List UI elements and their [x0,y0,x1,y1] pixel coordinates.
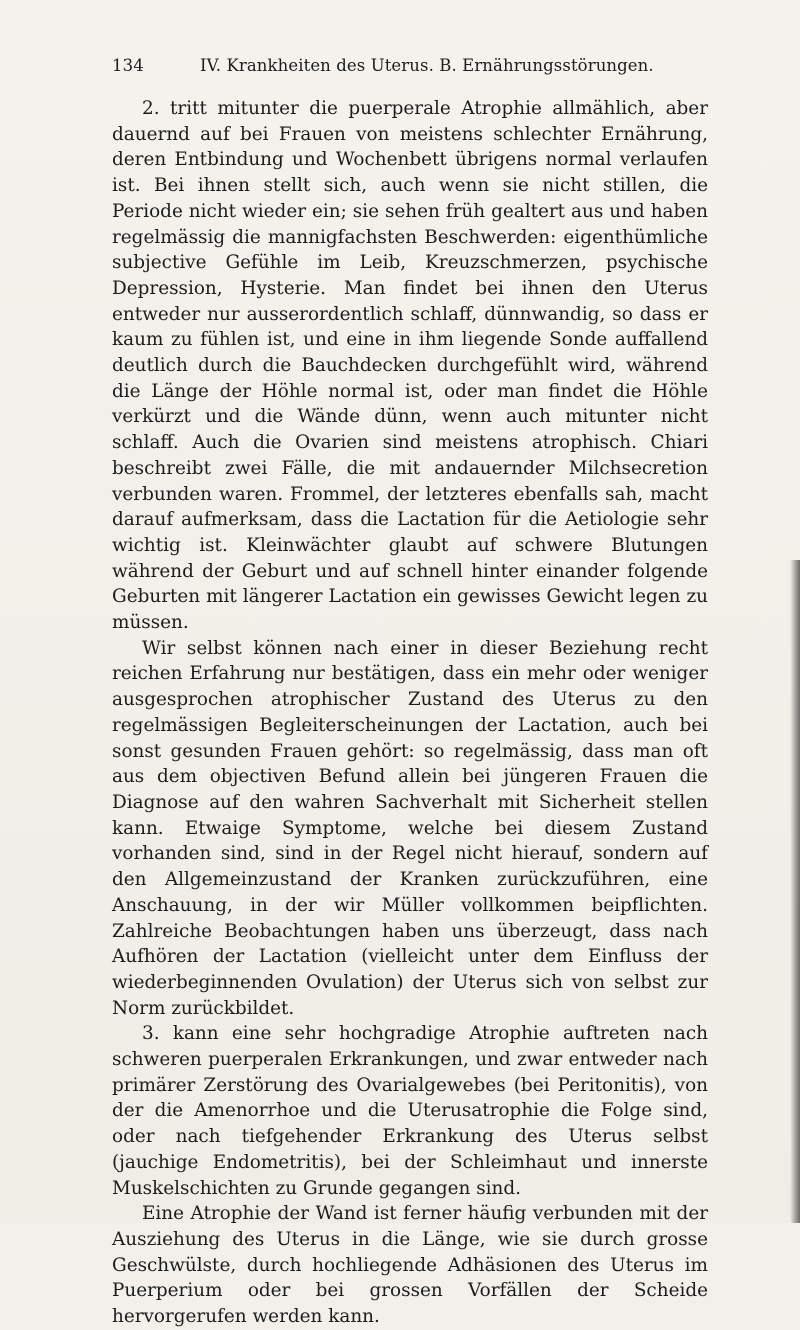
page-number: 134 [112,56,144,75]
running-title: IV. Krankheiten des Uterus. B. Ernährungsstörungen. [200,56,654,75]
page-edge-shadow [790,560,800,1223]
paragraph-lactation-observations: Wir selbst können nach einer in dieser Beziehung recht reichen Erfahrung nur bestätigen, dass ein mehr oder weniger ausgesprochen atrophischer Zustand des Uterus zu den regelmässigen Begleiterscheinungen der Lactation, auch bei sonst gesunden Frauen gehört: so regelmässig, dass man oft aus dem objectiven Befund allein bei jüngeren Frauen die Diagnose auf den wahren Sachverhalt mit Sicherheit stellen kann. Etwaige Symptome, welche bei diesem Zustand vorhanden sind, sind in der Regel nicht hierauf, sondern auf den Allgemeinzustand der Kranken zurückzuführen, eine Anschauung, in der wir Müller vollkommen beipflichten. Zahlreiche Beobachtungen haben uns überzeugt, dass nach Aufhören der Lactation (vielleicht unter dem Einfluss der wiederbeginnenden Ovulation) der Uterus sich von selbst zur Norm zurückbildet. [112,637,708,1019]
paragraph-wall-atrophy: Eine Atrophie der Wand ist ferner häufig verbunden mit der Ausziehung des Uterus in die Länge, wie sie durch grosse Geschwülste, durch hochliegende Adhäsionen des Uterus im Puerperium oder bei grossen Vorfällen der Scheide hervorgerufen werden kann. [112,1203,708,1328]
paragraph-atrophy-point-3: 3. kann eine sehr hochgradige Atrophie auftreten nach schweren puerperalen Erkrankungen, und zwar entweder nach primärer Zerstörung des Ovarialgewebes (bei Peritonitis), von der die Amenorrhoe und die Uterusatrophie die Folge sind, oder nach tiefgehender Erkrankung des Uterus selbst (jauchige Endometritis), bei der Schleimhaut und innerste Muskelschichten zu Grunde gegangen sind. [112,1023,708,1199]
page-header [112,56,712,84]
paragraph-atrophy-point-2: 2. tritt mitunter die puerperale Atrophie allmählich, aber dauernd auf bei Frauen von meistens schlechter Ernährung, deren Entbindung und Wochenbett übrigens normal verlaufen ist. Bei ihnen stellt sich, auch wenn sie nicht stillen, die Periode nicht wieder ein; sie sehen früh gealtert aus und haben regelmässig die mannigfachsten Beschwerden: eigenthümliche subjective Gefühle im Leib, Kreuzschmerzen, psychische Depression, Hysterie. Man findet bei ihnen den Uterus entweder nur ausserordentlich schlaff, dünnwandig, so dass er kaum zu fühlen ist, und eine in ihm liegende Sonde auffallend deutlich durch die Bauchdecken durchgefühlt wird, während die Länge der Höhle normal ist, oder man findet die Höhle verkürzt und die Wände dünn, wenn auch mitunter nicht schlaff. Auch die Ovarien sind meistens atrophisch. Chiari beschreibt zwei Fälle, die mit andauernder Milchsecretion verbunden waren. Frommel, der letzteres ebenfalls sah, macht darauf aufmerksam, dass die Lactation für die Aetiologie sehr wichtig ist. Kleinwächter glaubt auf schwere Blutungen während der Geburt und auf schnell hinter einander folgende Geburten mit längerer Lactation ein gewisses Gewicht legen zu müssen. [112,98,708,634]
body-text [112,96,708,1330]
